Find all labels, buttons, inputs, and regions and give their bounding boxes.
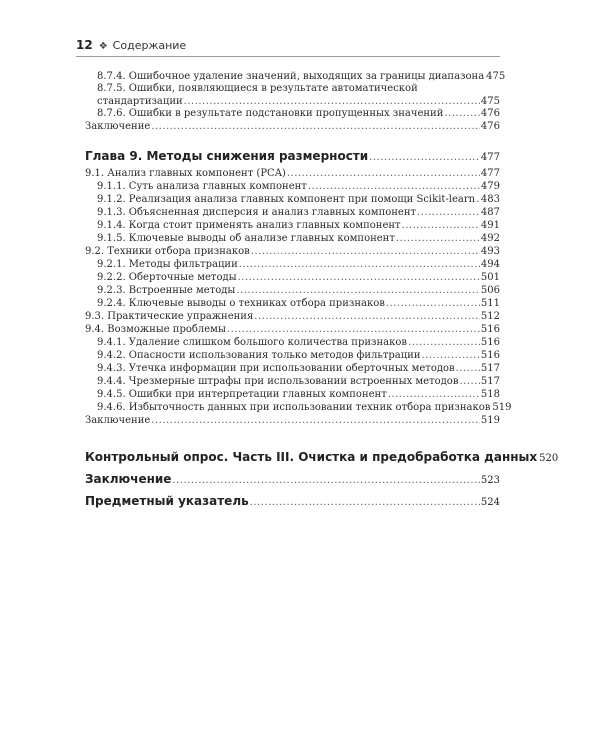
back-matter-page: 524	[480, 497, 500, 508]
leader-dots	[251, 245, 480, 258]
page-number: 12	[76, 38, 93, 52]
toc-entry-page: 477	[480, 168, 500, 179]
toc-entry-page: 475	[486, 71, 506, 82]
toc-entry[interactable]	[85, 180, 500, 193]
back-matter-title: Предметный указатель	[85, 494, 249, 508]
leader-dots	[388, 388, 480, 401]
back-matter-title: Контрольный опрос. Часть III. Очистка и предобработка данных	[85, 450, 538, 464]
toc-entry-page: 516	[480, 324, 500, 335]
toc-entry-page: 519	[492, 402, 512, 413]
toc-entry-title: 9.2. Техники отбора признаков	[85, 246, 250, 257]
toc-entry[interactable]	[85, 271, 500, 284]
leader-dots	[408, 336, 480, 349]
toc-entry[interactable]	[85, 120, 500, 133]
toc-entry-title: 8.7.4. Ошибочное удаление значений, выходящих за границы диапазона	[97, 71, 485, 82]
toc-entry-page: 491	[480, 220, 500, 231]
toc-entry-page: 475	[480, 96, 500, 107]
toc-entry-title: 9.1.2. Реализация анализа главных компонент при помощи Scikit-learn	[97, 194, 476, 205]
toc-entry-page: 501	[480, 272, 500, 283]
toc-entry-title: 9.2.3. Встроенные методы	[97, 285, 236, 296]
toc-entry[interactable]	[85, 167, 500, 180]
toc-entry-title: 9.1.4. Когда стоит применять анализ главных компонент	[97, 220, 401, 231]
leader-dots	[227, 323, 480, 336]
toc-entry-page: 476	[480, 121, 500, 132]
toc-entry-page: 516	[480, 337, 500, 348]
toc-entry[interactable]	[85, 219, 500, 232]
toc-entry-page: 511	[480, 298, 500, 309]
toc-entry[interactable]	[85, 310, 500, 323]
toc-entry[interactable]	[85, 206, 500, 219]
toc-entry[interactable]	[85, 297, 500, 310]
toc-entry-title: стандартизации	[97, 96, 183, 107]
leader-dots	[456, 362, 480, 375]
toc-entry-title: 9.1.1. Суть анализа главных компонент	[97, 181, 307, 192]
chapter-title: Глава 9. Методы снижения размерности	[85, 149, 369, 163]
toc-entry[interactable]	[85, 401, 512, 414]
toc-entry[interactable]	[85, 245, 500, 258]
back-matter-entry[interactable]	[85, 471, 500, 487]
toc-entry[interactable]	[85, 284, 500, 297]
leader-dots	[444, 107, 480, 120]
leader-dots	[250, 495, 480, 511]
leader-dots	[238, 271, 480, 284]
leader-dots	[254, 310, 480, 323]
leader-dots	[422, 349, 480, 362]
back-matter-title: Заключение	[85, 472, 172, 486]
toc-entry-title: 9.4.4. Чрезмерные штрафы при использовании встроенных методов	[97, 376, 459, 387]
toc-entry-title: 9.4.3. Утечка информации при использовании оберточных методов	[97, 363, 455, 374]
chapter-page: 477	[480, 152, 500, 163]
toc-entry[interactable]	[85, 82, 500, 95]
toc-entry-page: 518	[480, 389, 500, 400]
leader-dots	[308, 180, 480, 193]
toc-entry-title: 9.1. Анализ главных компонент (PCA)	[85, 168, 286, 179]
toc-entry-title: 9.3. Практические упражнения	[85, 311, 254, 322]
leader-dots	[417, 206, 480, 219]
leader-dots	[287, 167, 480, 180]
table-of-contents	[85, 70, 559, 510]
back-matter-entry[interactable]	[85, 493, 500, 509]
toc-entry-title: 9.4.2. Опасности использования только методов фильтрации	[97, 350, 421, 361]
toc-entry-page: 494	[480, 259, 500, 270]
leader-dots	[476, 193, 480, 206]
toc-entry-title: 9.4.1. Удаление слишком большого количества признаков	[97, 337, 408, 348]
toc-entry[interactable]	[85, 193, 500, 206]
toc-entry-page: 493	[480, 246, 500, 257]
back-matter-entry[interactable]	[85, 449, 559, 465]
toc-entry-title: Заключение	[85, 415, 151, 426]
leader-dots	[386, 297, 480, 310]
toc-entry-title: 9.2.1. Методы фильтрации	[97, 259, 238, 270]
toc-entry-title: 9.1.5. Ключевые выводы об анализе главных компонент	[97, 233, 395, 244]
toc-entry-title: 9.4. Возможные проблемы	[85, 324, 226, 335]
chapter-heading[interactable]	[85, 148, 500, 164]
toc-entry[interactable]	[85, 388, 500, 401]
diamond-ornament-icon: ❖	[98, 41, 108, 52]
toc-entry[interactable]	[85, 232, 500, 245]
leader-dots	[239, 258, 480, 271]
leader-dots	[396, 232, 480, 245]
leader-dots	[402, 219, 480, 232]
toc-entry-title: 8.7.5. Ошибки, появляющиеся в результате автоматической	[97, 83, 418, 94]
leader-dots	[172, 473, 479, 489]
toc-entry[interactable]	[85, 258, 500, 271]
toc-entry[interactable]	[85, 336, 500, 349]
toc-entry-page: 492	[480, 233, 500, 244]
header-title: Содержание	[112, 39, 187, 52]
toc-entry-title: Заключение	[85, 121, 151, 132]
toc-entry-title: 9.4.5. Ошибки при интерпретации главных компонент	[97, 389, 387, 400]
back-matter-page: 523	[480, 475, 500, 486]
toc-entry[interactable]	[85, 107, 500, 120]
toc-entry-page: 517	[480, 363, 500, 374]
leader-dots	[151, 120, 480, 133]
toc-entry-title: 9.2.2. Оберточные методы	[97, 272, 237, 283]
leader-dots	[459, 375, 479, 388]
toc-entry-page: 476	[480, 108, 500, 119]
running-header	[76, 38, 500, 57]
leader-dots	[369, 150, 480, 166]
toc-entry[interactable]	[85, 323, 500, 336]
toc-entry[interactable]	[85, 375, 500, 388]
toc-entry[interactable]	[85, 349, 500, 362]
toc-entry[interactable]	[85, 362, 500, 375]
toc-entry-title: 8.7.6. Ошибки в результате подстановки пропущенных значений	[97, 108, 444, 119]
toc-entry[interactable]	[85, 414, 500, 427]
toc-entry-page: 517	[480, 376, 500, 387]
toc-entry-page: 512	[480, 311, 500, 322]
toc-entry-page: 506	[480, 285, 500, 296]
back-matter-page: 520	[539, 453, 559, 464]
toc-entry-title: 9.2.4. Ключевые выводы о техниках отбора признаков	[97, 298, 385, 309]
toc-entry-page: 516	[480, 350, 500, 361]
toc-entry-page: 487	[480, 207, 500, 218]
toc-entry-title: 9.1.3. Объясненная дисперсия и анализ главных компонент	[97, 207, 417, 218]
leader-dots	[151, 414, 480, 427]
toc-entry-page: 479	[480, 181, 500, 192]
toc-entry-title: 9.4.6. Избыточность данных при использовании техник отбора признаков	[97, 402, 491, 413]
toc-entry-page: 519	[480, 415, 500, 426]
leader-dots	[236, 284, 480, 297]
toc-entry-page: 483	[480, 194, 500, 205]
